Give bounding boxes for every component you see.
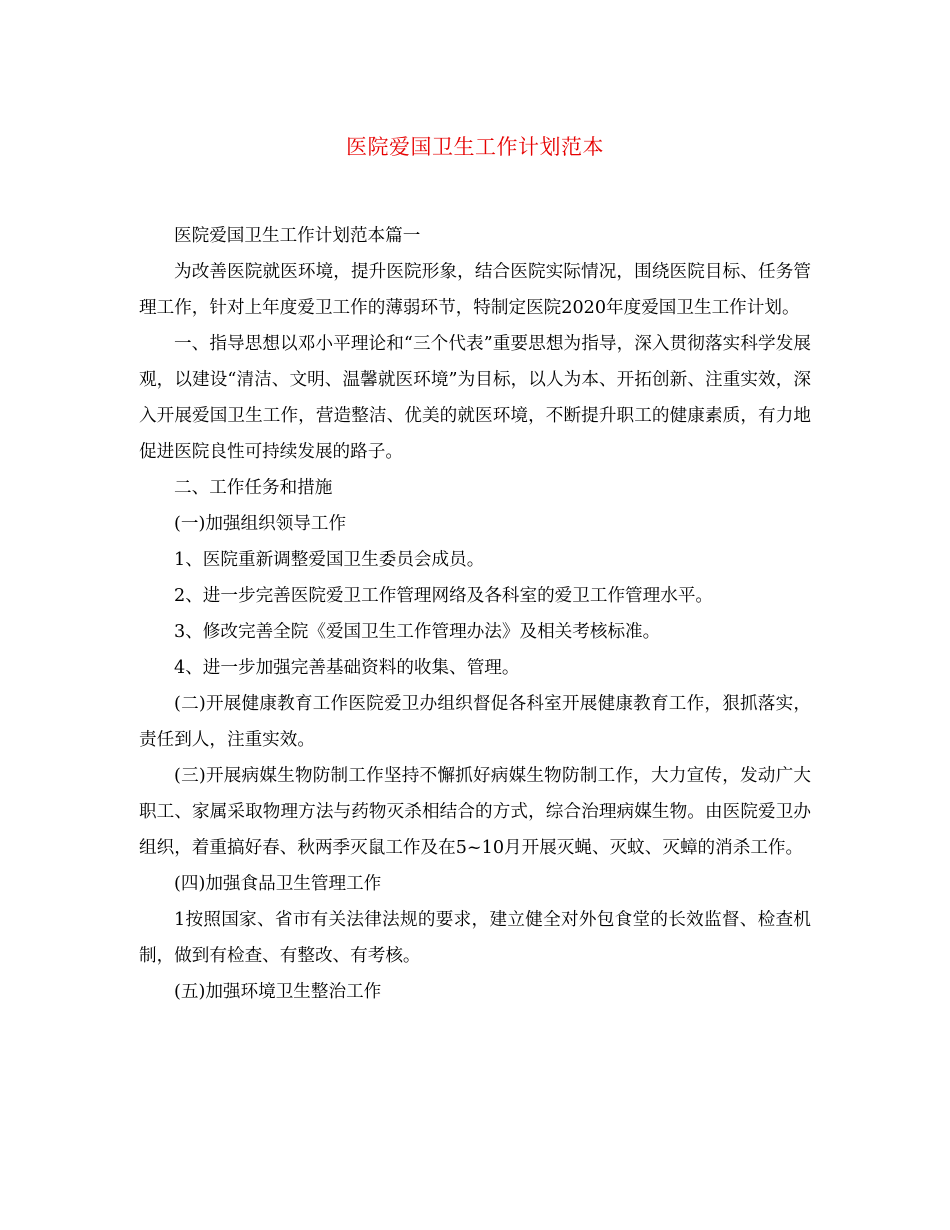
document-title: 医院爱国卫生工作计划范本 — [346, 135, 604, 159]
paragraph-sub-four: (四)加强食品卫生管理工作 — [174, 874, 382, 894]
paragraph-item-1: 1、医院重新调整爱国卫生委员会成员。 — [174, 550, 485, 570]
paragraph-sub-three: (三)开展病媒生物防制工作坚持不懈抓好病媒生物防制工作，大力宣传，发动广大职工、家属采取物理方法与药物灭杀相结合的方式，综合治理病媒生物。由医院爱卫办组织，着重搞好春、秋两季灭鼠工作及在5~10月开展灭蝇、灭蚊、灭蟑的消杀工作。 — [139, 766, 811, 858]
paragraph-sub-one: (一)加强组织领导工作 — [174, 514, 347, 534]
paragraph-item-4: 4、进一步加强完善基础资料的收集、管理。 — [174, 658, 520, 678]
document-body — [139, 218, 811, 1010]
paragraph-heading: 医院爱国卫生工作计划范本篇一 — [174, 226, 421, 246]
paragraph-food-item-1: 1按照国家、省市有关法律法规的要求，建立健全对外包食堂的长效监督、检查机制，做到有检查、有整改、有考核。 — [139, 910, 811, 966]
paragraph-sub-two: (二)开展健康教育工作医院爱卫办组织督促各科室开展健康教育工作，狠抓落实，责任到人，注重实效。 — [139, 694, 811, 750]
paragraph-item-3: 3、修改完善全院《爱国卫生工作管理办法》及相关考核标准。 — [174, 622, 661, 642]
paragraph-intro: 为改善医院就医环境，提升医院形象，结合医院实际情况，围绕医院目标、任务管理工作，针对上年度爱卫工作的薄弱环节，特制定医院2020年度爱国卫生工作计划。 — [139, 262, 811, 318]
paragraph-section-two: 二、工作任务和措施 — [174, 478, 333, 498]
paragraph-sub-five: (五)加强环境卫生整治工作 — [174, 982, 382, 1002]
paragraph-item-2: 2、进一步完善医院爱卫工作管理网络及各科室的爱卫工作管理水平。 — [174, 586, 714, 606]
paragraph-guiding-ideology: 一、指导思想以邓小平理论和“三个代表”重要思想为指导，深入贯彻落实科学发展观，以建设“清洁、文明、温馨就医环境”为目标，以人为本、开拓创新、注重实效，深入开展爱国卫生工作，营造整洁、优美的就医环境，不断提升职工的健康素质，有力地促进医院良性可持续发展的路子。 — [139, 334, 811, 462]
